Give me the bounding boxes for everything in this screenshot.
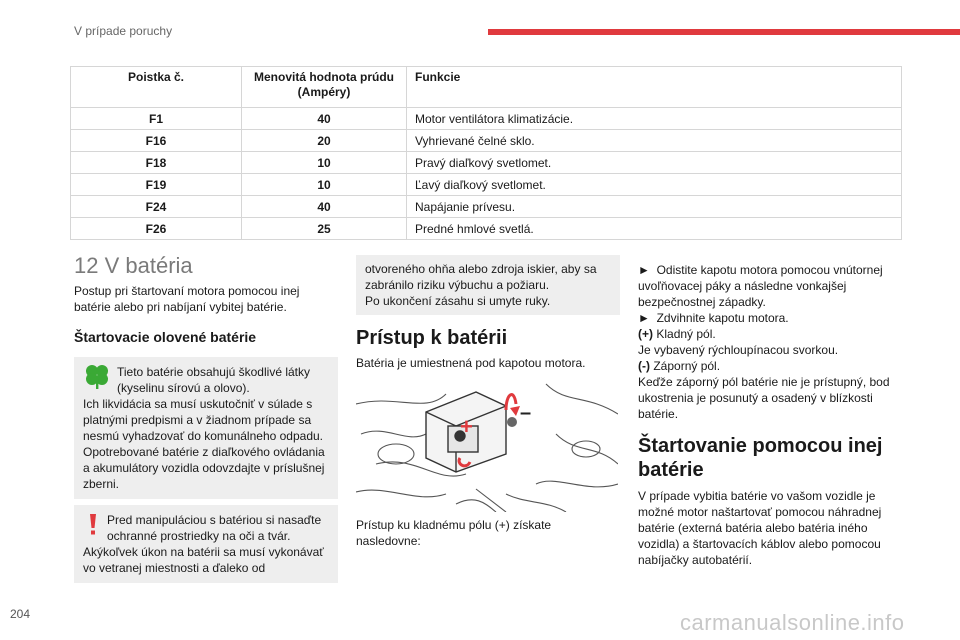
step2-text: Zdvihnite kapotu motora. (656, 311, 789, 325)
fuse-table (70, 66, 902, 240)
right-column (638, 262, 900, 568)
column-header-functions: Funkcie (407, 67, 902, 108)
section-title: V prípade poruchy (74, 24, 173, 38)
cell-function: Motor ventilátora klimatizácie. (407, 108, 902, 130)
cell-function: Ľavý diaľkový svetlomet. (407, 174, 902, 196)
table-row (71, 130, 902, 152)
positive-pole-desc: Je vybavený rýchloupínacou svorkou. (638, 343, 839, 357)
warning-rest: Akýkoľvek úkon na batérii sa musí vykonávať vo vetranej miestnosti a ďaleko od (83, 545, 324, 575)
warning-first: Pred manipuláciou s batériou si nasaďte ochranné prostriedky na oči a tvár. (107, 513, 322, 543)
cell-amperage: 10 (242, 152, 407, 174)
header-accent-bar (488, 29, 960, 35)
warning-box (74, 505, 338, 583)
step-release-bonnet (638, 262, 900, 310)
cell-fuse: F19 (71, 174, 242, 196)
cell-fuse: F26 (71, 218, 242, 240)
eco-note-first: Tieto batérie obsahujú škodlivé látky (kyselinu sírovú a olovo). (117, 365, 310, 395)
negative-pole-desc: Keďže záporný pól batérie nie je prístupný, bod ukostrenia je posunutý a osadený v blízkosti batérie. (638, 375, 890, 421)
cell-fuse: F18 (71, 152, 242, 174)
left-column (74, 253, 336, 345)
table-row (71, 174, 902, 196)
negative-pole-line (638, 358, 900, 374)
negative-terminal-label: – (520, 402, 532, 424)
jump-start-body: V prípade vybitia batérie vo vašom vozidle je možné motor naštartovať pomocou náhradnej batérie (externá batéria alebo batéria iného vozidla) a štartovacích káblov alebo pomocou nabíjačky autobatérií. (638, 489, 882, 567)
cell-fuse: F1 (71, 108, 242, 130)
cell-function: Predné hmlové svetlá. (407, 218, 902, 240)
step-raise-bonnet (638, 310, 900, 326)
cell-amperage: 20 (242, 130, 407, 152)
warning-continued: otvoreného ohňa alebo zdroja iskier, aby sa zabránilo riziku výbuchu a požiaru. (365, 262, 597, 292)
cell-function: Vyhrievané čelné sklo. (407, 130, 902, 152)
section-heading-battery-access: Prístup k batérii (356, 327, 508, 349)
cell-amperage: 10 (242, 174, 407, 196)
column-header-amperage: Menovitá hodnota prúdu (Ampéry) (242, 67, 407, 108)
cell-function: Pravý diaľkový svetlomet. (407, 152, 902, 174)
battery-location: Batéria je umiestnená pod kapotou motora. (356, 356, 586, 370)
table-row (71, 108, 902, 130)
column-header-fuse: Poistka č. (71, 67, 242, 108)
cell-function: Napájanie prívesu. (407, 196, 902, 218)
page-number: 204 (10, 607, 31, 621)
step1-text: Odistite kapotu motora pomocou vnútornej uvoľňovacej páky a následne vonkajšej bezpečnostnej západky. (638, 263, 883, 309)
warning-end: Po ukončení zásahu si umyte ruky. (365, 294, 551, 308)
cell-amperage: 25 (242, 218, 407, 240)
warning-exclamation-icon (88, 514, 98, 536)
table-header-row (71, 67, 902, 108)
cell-fuse: F16 (71, 130, 242, 152)
negative-pole-label: (-) (638, 359, 650, 373)
section-heading-battery: 12 V batéria (74, 253, 193, 278)
subheading-lead-batteries: Štartovacie olovené batérie (74, 329, 257, 345)
table-row (71, 152, 902, 174)
bullet-arrow-icon: ► (638, 263, 650, 277)
positive-pole-text: Kladný pól. (656, 327, 716, 341)
negative-pole-text: Záporný pól. (653, 359, 721, 373)
eco-leaf-icon (84, 363, 110, 389)
eco-note-box (74, 357, 338, 499)
eco-note-rest: Ich likvidácia sa musí uskutočniť v súlade s platnými predpismi a v žiadnom prípade sa nesmú vyhadzovať do komunálneho odpadu. Opotrebované batérie z diaľkového ovládania a akumulátory vozidla odovzdajte v príslušnej zberni. (83, 397, 325, 491)
cell-amperage: 40 (242, 196, 407, 218)
positive-pole-label: (+) (638, 327, 653, 341)
watermark: carmanualsonline.info (680, 610, 905, 635)
positive-access-caption: Prístup ku kladnému pólu (+) získate nasledovne: (356, 518, 552, 548)
section-heading-jump-start: Štartovanie pomocou inej batérie (638, 435, 883, 481)
bullet-arrow-icon: ► (638, 311, 650, 325)
battery-intro: Postup pri štartovaní motora pomocou inej batérie alebo pri nabíjaní vybitej batérie. (74, 284, 300, 314)
battery-illustration (356, 374, 618, 512)
positive-pole-line (638, 326, 900, 342)
cell-amperage: 40 (242, 108, 407, 130)
table-row (71, 218, 902, 240)
cell-fuse: F24 (71, 196, 242, 218)
positive-terminal-label: + (460, 414, 473, 439)
table-row (71, 196, 902, 218)
warning-box-continued (356, 255, 620, 315)
